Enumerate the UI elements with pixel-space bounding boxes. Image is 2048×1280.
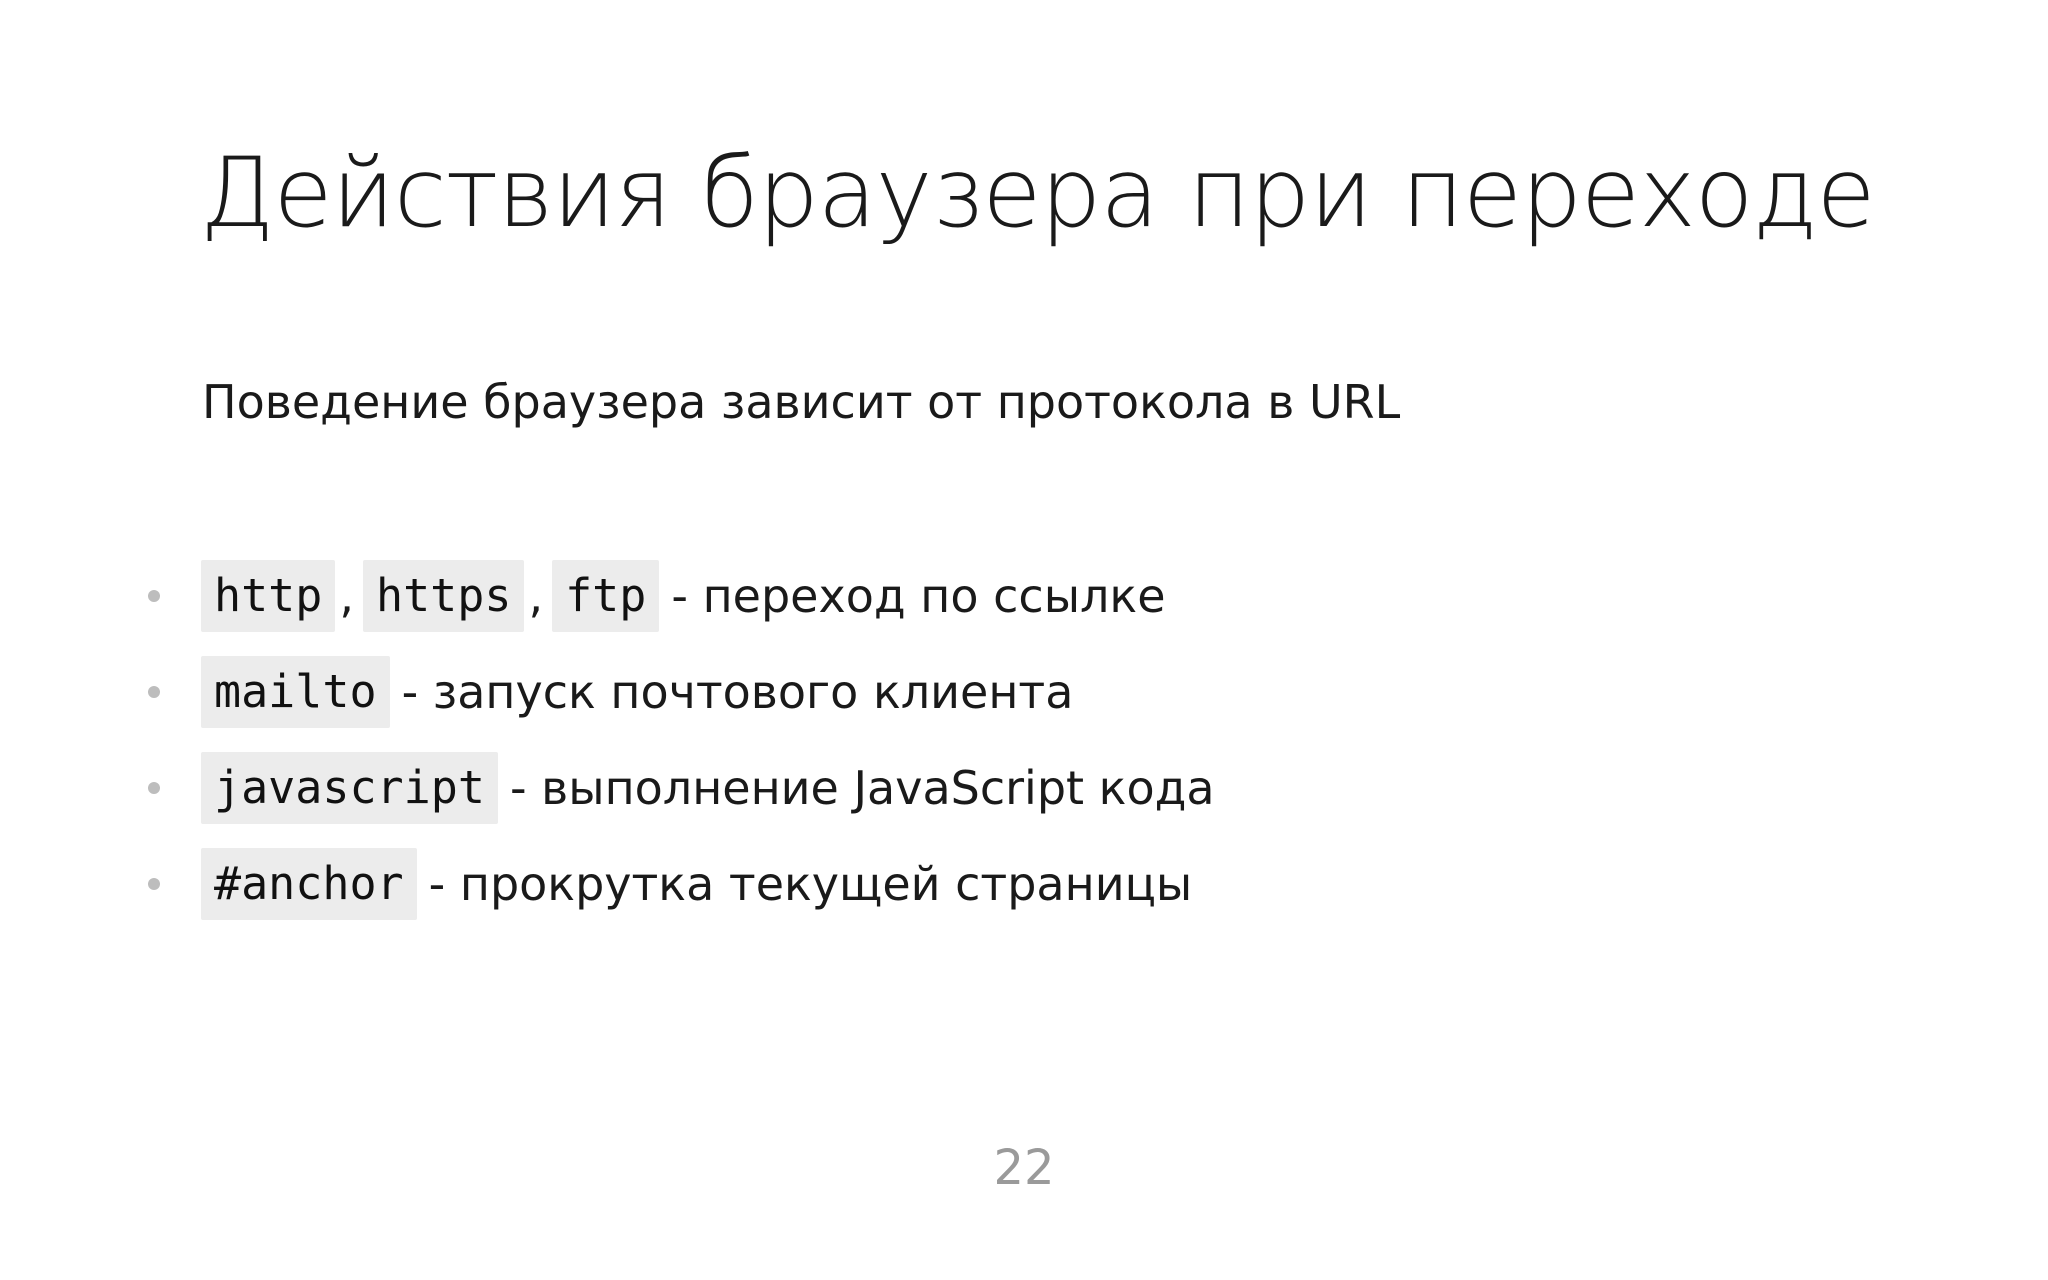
code-http: http [201,560,335,632]
page-number: 22 [993,1140,1055,1196]
code-ftp: ftp [552,560,659,632]
bullet-description: - переход по ссылке [671,569,1166,623]
bullet-item-mailto [0,656,1215,728]
bullet-item-javascript [0,752,1215,824]
bullet-item-http [0,560,1215,632]
bullet-dot-icon [148,686,160,698]
bullet-description: - прокрутка текущей страницы [428,857,1193,911]
code-https: https [363,560,524,632]
bullet-dot-icon [148,590,160,602]
bullet-list [0,560,1215,944]
bullet-description: - запуск почтового клиента [401,665,1074,719]
slide-subtitle: Поведение браузера зависит от протокола в URL [202,375,1401,429]
code-anchor: #anchor [201,848,417,920]
separator: , [528,569,544,623]
separator: , [339,569,354,623]
bullet-description: - выполнение JavaScript кода [509,761,1215,815]
code-mailto: mailto [201,656,390,728]
bullet-dot-icon [148,878,160,890]
bullet-item-anchor [0,848,1215,920]
slide-title: Действия браузера при переходе [200,137,1875,249]
bullet-dot-icon [148,782,160,794]
code-javascript: javascript [201,752,498,824]
